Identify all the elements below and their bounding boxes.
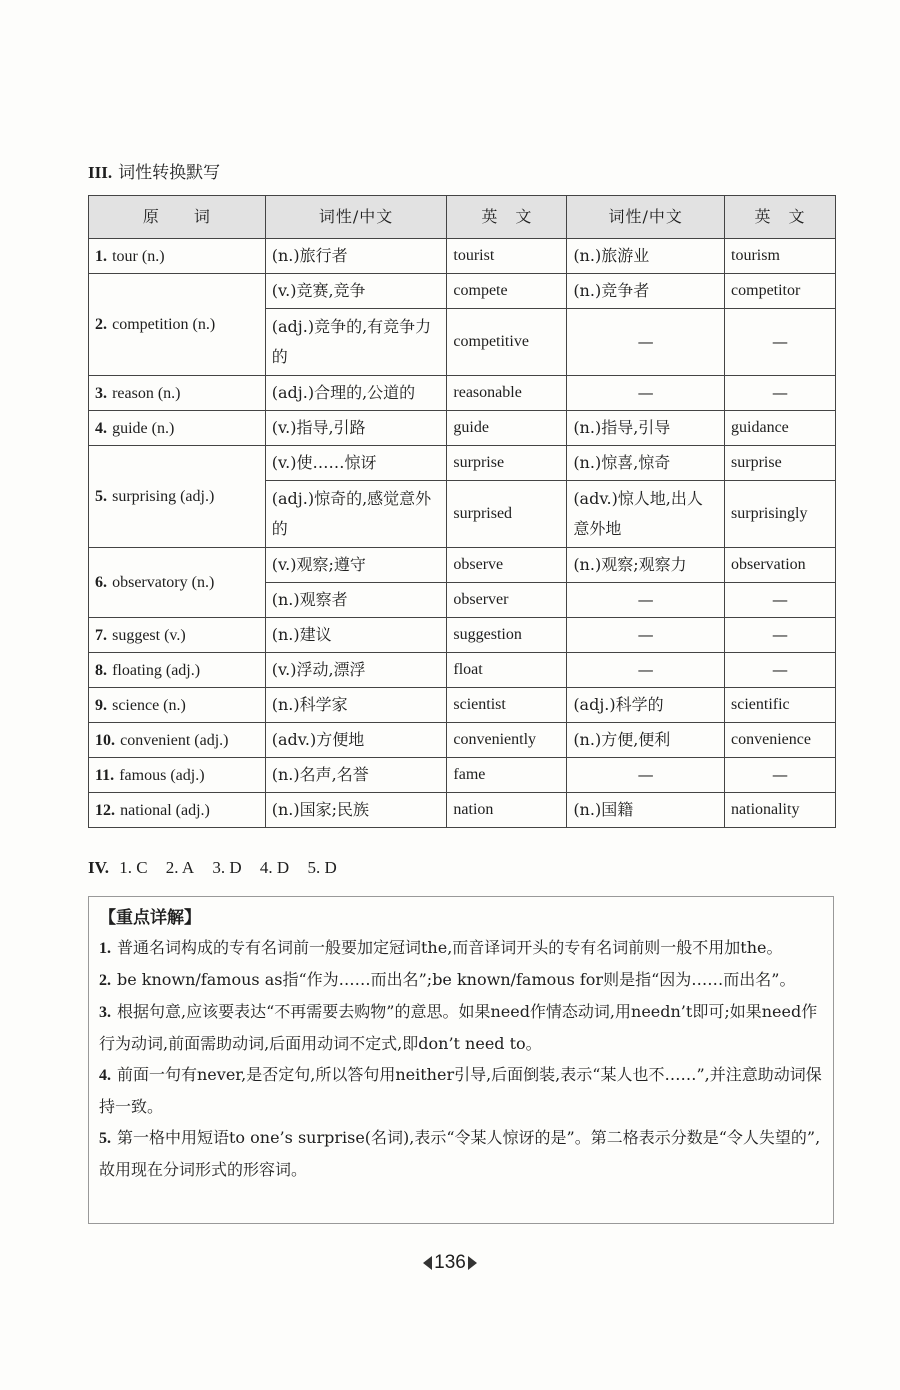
answer-item: 1. C xyxy=(119,858,148,877)
table-row xyxy=(89,688,836,723)
table-row xyxy=(89,446,836,481)
empty-dash: — xyxy=(725,309,836,376)
english-word: observe xyxy=(447,548,567,583)
english-word: float xyxy=(447,653,567,688)
original-word: 12. national (adj.) xyxy=(89,793,266,828)
empty-dash: — xyxy=(725,618,836,653)
key-point-item: 2. be known/famous as指“作为……而出名”;be known/famous for则是指“因为……而出名”。 xyxy=(99,970,796,989)
pos-chinese: (v.)使……惊讶 xyxy=(265,446,447,481)
empty-dash: — xyxy=(567,376,725,411)
answer-item: 2. A xyxy=(165,858,195,877)
empty-dash: — xyxy=(567,653,725,688)
header-pos-chinese-2: 词性/中文 xyxy=(567,196,725,239)
english-word: guide xyxy=(447,411,567,446)
pos-chinese: (v.)浮动,漂浮 xyxy=(265,653,447,688)
table-row xyxy=(89,793,836,828)
answer-key xyxy=(88,858,351,878)
pos-chinese: (n.)方便,便利 xyxy=(567,723,725,758)
english-word: nation xyxy=(447,793,567,828)
word-conversion-table xyxy=(88,195,836,828)
section-heading: 词性转换默写 xyxy=(118,163,221,183)
pos-chinese: (n.)旅游业 xyxy=(567,239,725,274)
pos-chinese: (n.)旅行者 xyxy=(265,239,447,274)
table-row xyxy=(89,548,836,583)
original-word: 10. convenient (adj.) xyxy=(89,723,266,758)
english-word: competitor xyxy=(725,274,836,309)
table-header-row xyxy=(89,196,836,239)
english-word: surprisingly xyxy=(725,481,836,548)
answer-item: 5. D xyxy=(307,858,337,877)
english-word: surprised xyxy=(447,481,567,548)
pos-chinese: (n.)惊喜,惊奇 xyxy=(567,446,725,481)
table-row xyxy=(89,723,836,758)
english-word: observation xyxy=(725,548,836,583)
empty-dash: — xyxy=(725,653,836,688)
pos-chinese: (n.)国籍 xyxy=(567,793,725,828)
pos-chinese: (adv.)惊人地,出人意外地 xyxy=(567,481,725,548)
english-word: scientist xyxy=(447,688,567,723)
english-word: nationality xyxy=(725,793,836,828)
pos-chinese: (n.)建议 xyxy=(265,618,447,653)
original-word: 6. observatory (n.) xyxy=(89,548,266,618)
pos-chinese: (v.)观察;遵守 xyxy=(265,548,447,583)
key-point-item: 3. 根据句意,应该要表达“不再需要去购物”的意思。如果need作情态动词,用needn’t即可;如果need作行为动词,前面需助动词,后面用动词不定式,即don’t need to。 xyxy=(99,1002,818,1053)
header-original-word: 原 词 xyxy=(89,196,266,239)
empty-dash: — xyxy=(567,758,725,793)
pos-chinese: (n.)科学家 xyxy=(265,688,447,723)
header-english: 英 文 xyxy=(447,196,567,239)
english-word: suggestion xyxy=(447,618,567,653)
english-word: fame xyxy=(447,758,567,793)
pos-chinese: (adj.)竞争的,有竞争力的 xyxy=(265,309,447,376)
original-word: 1. tour (n.) xyxy=(89,239,266,274)
empty-dash: — xyxy=(567,583,725,618)
table-row xyxy=(89,758,836,793)
answer-item: 4. D xyxy=(259,858,290,877)
empty-dash: — xyxy=(725,376,836,411)
pos-chinese: (adj.)惊奇的,感觉意外的 xyxy=(265,481,447,548)
english-word: surprise xyxy=(447,446,567,481)
original-word: 9. science (n.) xyxy=(89,688,266,723)
table-row xyxy=(89,239,836,274)
original-word: 7. suggest (v.) xyxy=(89,618,266,653)
answer-item: 3. D xyxy=(212,858,242,877)
pos-chinese: (n.)观察者 xyxy=(265,583,447,618)
pos-chinese: (v.)竞赛,竞争 xyxy=(265,274,447,309)
english-word: scientific xyxy=(725,688,836,723)
table-row xyxy=(89,653,836,688)
english-word: compete xyxy=(447,274,567,309)
header-pos-chinese: 词性/中文 xyxy=(265,196,447,239)
original-word: 2. competition (n.) xyxy=(89,274,266,376)
key-point-item: 5. 第一格中用短语to one’s surprise(名词),表示“令某人惊讶的是”。第二格表示分数是“令人失望的”,故用现在分词形式的形容词。 xyxy=(99,1128,821,1179)
empty-dash: — xyxy=(725,583,836,618)
english-word: convenience xyxy=(725,723,836,758)
pos-chinese: (n.)国家;民族 xyxy=(265,793,447,828)
pos-chinese: (adv.)方便地 xyxy=(265,723,447,758)
pos-chinese: (adj.)合理的,公道的 xyxy=(265,376,447,411)
section-number: III. xyxy=(88,163,113,182)
original-word: 5. surprising (adj.) xyxy=(89,446,266,548)
section-title xyxy=(88,158,220,183)
english-word: reasonable xyxy=(447,376,567,411)
original-word: 11. famous (adj.) xyxy=(89,758,266,793)
table-row xyxy=(89,376,836,411)
table-row xyxy=(89,618,836,653)
empty-dash: — xyxy=(725,758,836,793)
page-number: 136 xyxy=(0,1252,900,1274)
table-row xyxy=(89,274,836,309)
header-english-2: 英 文 xyxy=(725,196,836,239)
english-word: tourism xyxy=(725,239,836,274)
left-triangle-icon xyxy=(423,1256,432,1270)
key-point-item: 4. 前面一句有never,是否定句,所以答句用neither引导,后面倒装,表示“某人也不……”,并注意助动词保持一致。 xyxy=(99,1065,822,1116)
english-word: observer xyxy=(447,583,567,618)
pos-chinese: (n.)竞争者 xyxy=(567,274,725,309)
key-point-item: 1. 普通名词构成的专有名词前一般要加定冠词the,而音译词开头的专有名词前则一般不用加the。 xyxy=(99,938,783,957)
empty-dash: — xyxy=(567,618,725,653)
key-points-title: 【重点详解】 xyxy=(99,908,201,928)
english-word: competitive xyxy=(447,309,567,376)
pos-chinese: (n.)观察;观察力 xyxy=(567,548,725,583)
english-word: conveniently xyxy=(447,723,567,758)
empty-dash: — xyxy=(567,309,725,376)
original-word: 4. guide (n.) xyxy=(89,411,266,446)
answer-section-number: IV. xyxy=(88,858,109,877)
pos-chinese: (v.)指导,引路 xyxy=(265,411,447,446)
original-word: 8. floating (adj.) xyxy=(89,653,266,688)
original-word: 3. reason (n.) xyxy=(89,376,266,411)
english-word: guidance xyxy=(725,411,836,446)
pos-chinese: (n.)指导,引导 xyxy=(567,411,725,446)
right-triangle-icon xyxy=(468,1256,477,1270)
pos-chinese: (n.)名声,名誉 xyxy=(265,758,447,793)
table-row xyxy=(89,411,836,446)
english-word: tourist xyxy=(447,239,567,274)
english-word: surprise xyxy=(725,446,836,481)
pos-chinese: (adj.)科学的 xyxy=(567,688,725,723)
key-points-box xyxy=(88,896,834,1224)
